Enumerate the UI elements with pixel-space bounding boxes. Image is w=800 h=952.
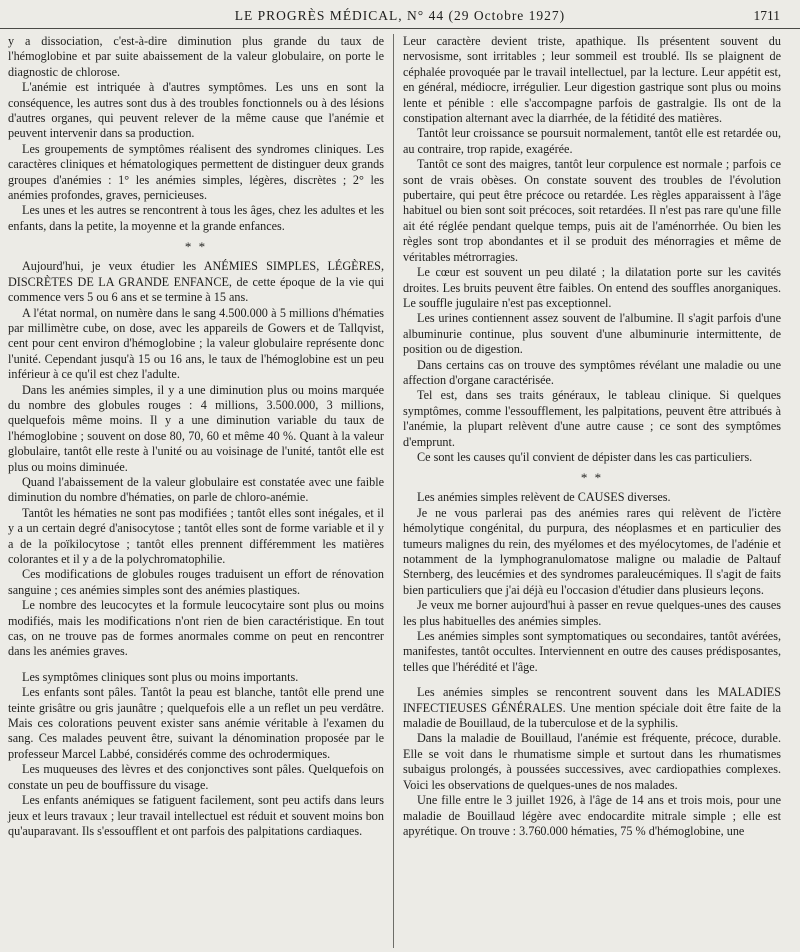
paragraph: Tantôt leur croissance se poursuit normalement, tantôt elle est retardée ou, au contraire, trop rapide, exagérée. <box>403 126 781 156</box>
left-column <box>8 34 384 839</box>
paragraph: Les muqueuses des lèvres et des conjonctives sont pâles. Quelquefois on constate un peu de bouffissure du visage. <box>8 762 384 792</box>
paragraph: Les anémies simples sont symptomatiques ou secondaires, tantôt avérées, manifestes, tantôt occultes. Interviennent en outre des causes prédisposantes, telles que l'hérédité et l'âge. <box>403 629 781 674</box>
section-separator-stars: * * <box>580 470 604 486</box>
paragraph: Leur caractère devient triste, apathique. Ils présentent souvent du nervosisme, sont irritables ; leur sommeil est troublé. Ils se plaignent de céphalée provoquée par le travail intellectuel, par la lecture. Leur appétit est, en général, médiocre, irrégulier. Leur digestion gastrique sont plus ou moins lente et pénible : elle s'accompagne parfois de gastralgie. Ils ont de la constipation alternant avec la diarrhée, de la fétidité des matières. <box>403 34 781 126</box>
paragraph: Les enfants anémiques se fatiguent facilement, sont peu actifs dans leurs jeux et leurs travaux ; leur travail intellectuel est réduit et souvent moins bon qu'auparavant. Ils s'essoufflent et ont parfois des palpitations cardiaques. <box>8 793 384 838</box>
paragraph: Ce sont les causes qu'il convient de dépister dans les cas particuliers. <box>417 449 753 464</box>
paragraph: Les enfants sont pâles. Tantôt la peau est blanche, tantôt elle prend une teinte grisâtre ou gris jaunâtre ; quelquefois elle a un reflet un peu verdâtre. Mais ces colorations peuvent exister sans anémie véritable à l'examen du sang. Ces malades peuvent être, suivant la dénomination proposée par le professeur Marcel Labbé, considérés comme des ochrodermiques. <box>8 685 384 761</box>
paragraph: Une fille entre le 3 juillet 1926, à l'âge de 14 ans et trois mois, pour une maladie de Bouillaud légère avec endocardite mitrale simple ; elle est apyrétique. On trouve : 3.760.000 hématies, 75 % d'hémoglobine, une <box>403 793 781 838</box>
paragraph: Je ne vous parlerai pas des anémies rares qui relèvent de l'ictère hémolytique congénital, du purpura, des néoplasmes et en particulier des tumeurs malignes du rein, des myélomes et des myélocytomes, de l'adénie et notamment de la lymphogranulomatose maligne ou maladie de Paltauf Sternberg, des leucémies et des syndromes paraleucémiques. Il s'agit de faits bien particuliers que j'ai déjà eu l'occasion d'étudier dans plusieurs leçons. <box>403 505 781 597</box>
paragraph: Aujourd'hui, je veux étudier les ANÉMIES SIMPLES, LÉGÈRES, DISCRÈTES DE LA GRANDE ENFANCE, de cette époque de la vie qui commence vers 5 ou 6 ans et se termine à 15 ans. <box>8 259 384 305</box>
paragraph: Dans la maladie de Bouillaud, l'anémie est fréquente, précoce, durable. Elle se voit dans le rhumatisme simple et surtout dans les rhumatismes subaigus prolongés, à poussées successives, avec cardiopathies complexes. Voici les observations de quelques-unes de nos malades. <box>403 731 781 792</box>
paragraph: Les urines contiennent assez souvent de l'albumine. Il s'agit parfois d'une albuminurie continue, plus souvent d'une albuminurie intermittente, de position ou de digestion. <box>403 311 781 357</box>
paragraph: Les groupements de symptômes réalisent des syndromes cliniques. Les caractères cliniques et hématologiques permettent de distinguer deux grands groupes d'anémies : 1° les anémies simples, légères, discrètes ; 2° les anémies profondes, graves, pernicieuses. <box>8 141 384 203</box>
paragraph: Dans certains cas on trouve des symptômes révélant une maladie ou une affection d'organe caractérisée. <box>403 357 781 387</box>
journal-title: LE PROGRÈS MÉDICAL, N° 44 (29 Octobre 1927) <box>234 8 566 23</box>
page-number: 1711 <box>753 8 780 23</box>
header-rule <box>0 28 800 29</box>
running-header <box>0 6 800 26</box>
paragraph: Tel est, dans ses traits généraux, le tableau clinique. Si quelques symptômes, comme l'essoufflement, les palpitations, peuvent être attribués à l'anémie, la plupart relèvent d'une autre cause ; ce sont des symptômes d'emprunt. <box>403 388 781 449</box>
paragraph: Le cœur est souvent un peu dilaté ; la dilatation porte sur les cavités droites. Les bruits peuvent être faibles. On entend des souffles anorganiques. Le souffle jugulaire n'est pas exceptionnel. <box>403 265 781 310</box>
paragraph: Je veux me borner aujourd'hui à passer en revue quelques-unes des causes les plus habituelles des anémies simples. <box>403 598 781 628</box>
paragraph: Les symptômes cliniques sont plus ou moins importants. <box>22 669 299 684</box>
paragraph: Tantôt les hématies ne sont pas modifiées ; tantôt elles sont inégales, et il y a un certain degré d'anisocytose ; tantôt elles sont de forme variable et il y a de la poïkilocytose ; tantôt elles prennent différemment les matières colorantes et il y a de la polychromatophilie. <box>8 505 384 566</box>
paragraph: y a dissociation, c'est-à-dire diminution plus grande du taux de l'hémoglobine et par suite abaissement de la valeur globulaire, on porte le diagnostic de chlorose. <box>8 34 384 79</box>
column-divider <box>393 34 394 948</box>
paragraph: Dans les anémies simples, il y a une diminution plus ou moins marquée du nombre des globules rouges : 4 millions, 3.500.000, 3 millions, quelquefois même moins. Il y a une diminution variable du taux de l'hémoglobine ; souvent on dose 80, 70, 60 et même 40 %. Quant à la valeur globulaire, tantôt elle reste à l'unité ou au voisinage de l'unité, tantôt elle est plus ou moins diminuée. <box>8 382 384 474</box>
paragraph: Les anémies simples se rencontrent souvent dans les MALADIES INFECTIEUSES GÉNÉRALES. Une mention spéciale doit être faite de la maladie de Bouillaud, de la tuberculose et de la syphilis. <box>403 685 781 731</box>
section-separator-stars: * * <box>184 239 208 255</box>
paragraph: Les anémies simples relèvent de CAUSES diverses. <box>417 490 671 505</box>
paragraph: A l'état normal, on numère dans le sang 4.500.000 à 5 millions d'hématies par millimètre cube, on dose, avec les appareils de Gowers et de Tallqvist, cent pour cent environ d'hémoglobine ; la valeur globulaire représente donc l'unité. Cependant jusqu'à 15 ou 16 ans, le taux de l'hémoglobine est un peu inférieur à ce qu'il est chez l'adulte. <box>8 305 384 382</box>
right-column <box>403 34 781 839</box>
paragraph: Ces modifications de globules rouges traduisent un effort de rénovation sanguine ; ces anémies simples sont des anémies plastiques. <box>8 567 384 597</box>
paragraph: Les unes et les autres se rencontrent à tous les âges, chez les adultes et les enfants, dans la petite, la moyenne et la grande enfances. <box>8 203 384 233</box>
paragraph: Quand l'abaissement de la valeur globulaire est constatée avec une faible diminution du nombre d'hématies, on parle de chloro-anémie. <box>8 474 384 505</box>
paragraph: L'anémie est intriquée à d'autres symptômes. Les uns en sont la conséquence, les autres sont dus à des troubles fonctionnels ou à des lésions d'autres organes, qui peuvent relever de la même cause que l'anémie et peuvent intervenir dans sa production. <box>8 80 384 141</box>
paragraph: Le nombre des leucocytes et la formule leucocytaire sont plus ou moins modifiés, mais les modifications n'ont rien de bien caractéristique. En tout cas, on ne trouve pas de formes anormales comme on peut en rencontrer dans les anémies graves. <box>8 598 384 659</box>
paragraph: Tantôt ce sont des maigres, tantôt leur corpulence est normale ; parfois ce sont de vrais obèses. On constate souvent des troubles de l'évolution pubertaire, qui peut être précoce ou retardée. Les règles apparaissent à l'âge habituel ou bien sont soit précoces, soit retardées. Il n'est pas rare qu'une fille ait été réglée pendant quelque temps, puis ait de l'aménorrhée. Ou bien les règles sont trop abondantes et il se produit des ménorragies et même de véritables métrorragies. <box>403 157 781 264</box>
